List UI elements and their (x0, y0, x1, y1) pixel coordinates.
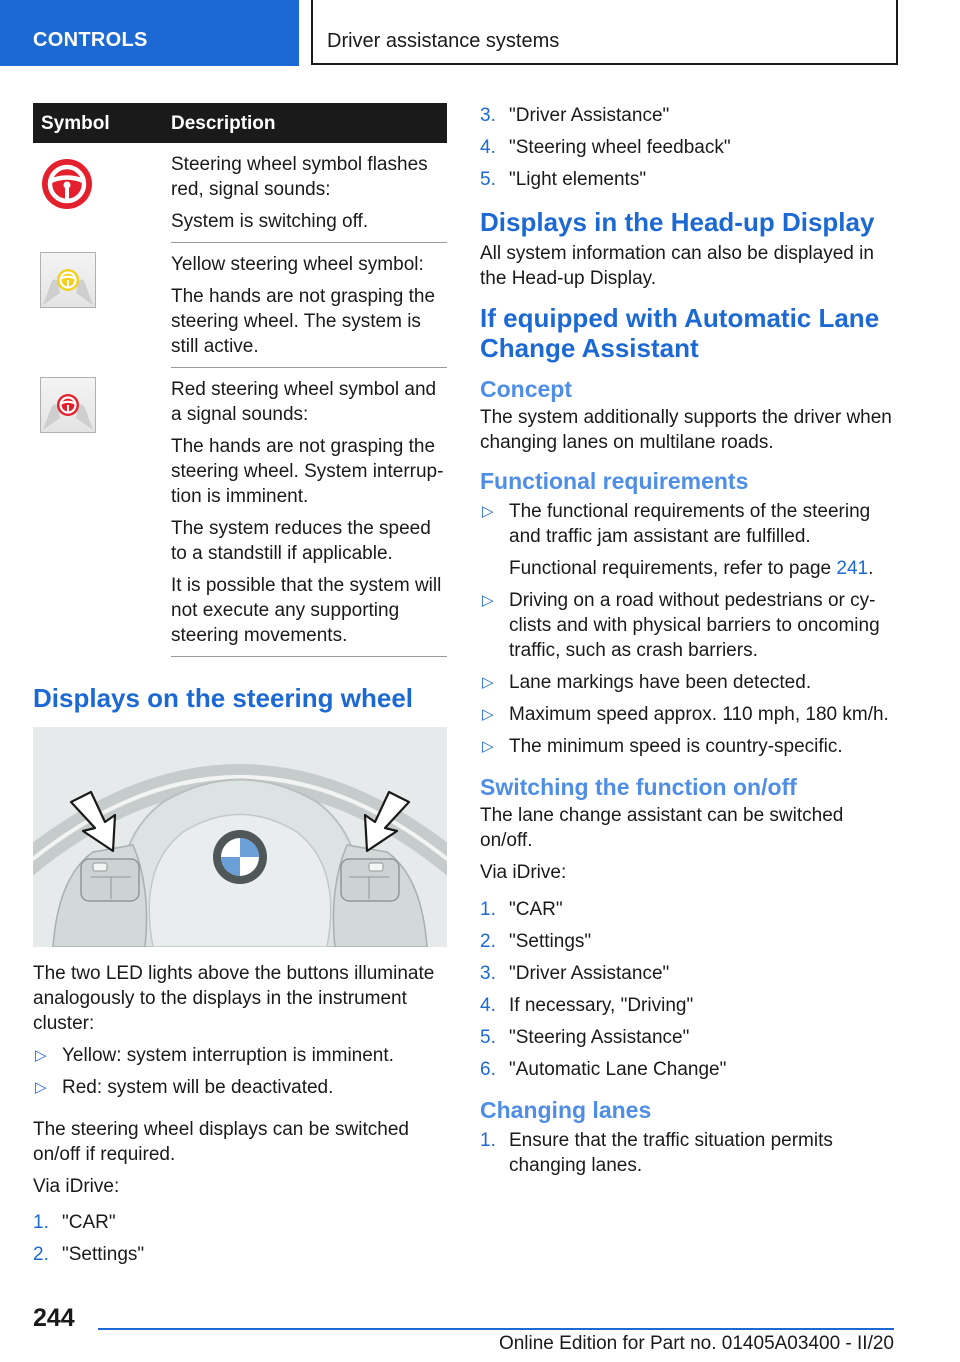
table-row-text: It is possible that the system will not execute any supporting steering movements. (171, 575, 442, 646)
table-row-text: The hands are not grasping the steering wheel. System interrup-tion is imminent. (171, 436, 444, 507)
heading-switching-function: Switching the function on/off (480, 774, 797, 800)
list-item: 1. "CAR" (480, 899, 563, 920)
section-title: CONTROLS (33, 29, 148, 51)
table-header-symbol: Symbol (33, 103, 171, 143)
page-link[interactable]: 241 (836, 558, 869, 579)
led-status-list (33, 1043, 447, 1100)
triangle-bullet-icon: ▷ (35, 1079, 47, 1096)
triangle-bullet-icon: ▷ (482, 674, 494, 691)
heading-concept: Concept (480, 376, 572, 402)
idrive-steps-continued (480, 103, 900, 192)
list-item: 4. If necessary, "Driving" (480, 995, 694, 1016)
triangle-bullet-icon: ▷ (482, 706, 494, 723)
steering-wheel-red-hands-icon (40, 377, 96, 433)
left-column (33, 103, 447, 1267)
table-row-text: Yellow steering wheel symbol: (171, 254, 424, 275)
chapter-title: Driver assistance systems (327, 30, 560, 52)
table-row (33, 368, 447, 657)
switch-note-text: The steering wheel displays can be switched on/off if required. (33, 1119, 409, 1165)
list-item: ▷ Maximum speed approx. 110 mph, 180 km/h. (482, 704, 889, 725)
symbol-table (33, 103, 447, 657)
section-tab (0, 0, 299, 66)
switch-text: The lane change assistant can be switched on/off. (480, 805, 844, 851)
changing-lanes-steps (480, 1128, 900, 1178)
triangle-bullet-icon: ▷ (482, 592, 494, 609)
triangle-bullet-icon: ▷ (35, 1047, 47, 1064)
list-item: ▷ Red: system will be deactivated. (35, 1077, 334, 1098)
heading-hud: Displays in the Head-up Display (480, 207, 875, 237)
table-row-text: The hands are not grasping the steering wheel. The system is still active. (171, 286, 436, 357)
list-item: 3. "Driver Assistance" (480, 105, 670, 126)
requirements-list (480, 499, 900, 759)
triangle-bullet-icon: ▷ (482, 503, 494, 520)
table-header-description: Description (171, 103, 447, 143)
concept-text: The system additionally supports the driver when changing lanes on multilane roads. (480, 407, 892, 453)
steering-wheel-yellow-hands-icon (40, 252, 96, 308)
right-column (480, 103, 900, 1178)
chapter-tab (311, 0, 898, 65)
table-row (33, 143, 447, 243)
heading-lane-change-assistant: If equipped with Automatic Lane Change Assistant (480, 303, 880, 363)
idrive-steps-list (33, 1210, 447, 1267)
list-item: 1. "CAR" (33, 1212, 116, 1233)
list-item: ▷ Driving on a road without pedestrians or cy-clists and with physical barriers to oncoming traffic, such as crash barriers. (482, 590, 880, 661)
list-item: ▷ The functional requirements of the steering and traffic jam assistant are fulfilled. Functional requirements, refer to page 241. (480, 499, 900, 581)
page-reference: Functional requirements, refer to page 241. (509, 558, 874, 579)
list-item: 6. "Automatic Lane Change" (480, 1059, 727, 1080)
list-item: 5. "Light elements" (480, 169, 647, 190)
list-item: ▷ Yellow: system interruption is imminent. (35, 1045, 394, 1066)
steering-wheel-illustration (33, 727, 447, 947)
list-item: 4. "Steering wheel feedback" (480, 137, 731, 158)
table-row-text: System is switching off. (171, 211, 369, 232)
switch-steps-list (480, 897, 900, 1082)
edition-text: Online Edition for Part no. 01405A03400 - II/20 (498, 1333, 894, 1354)
list-item: ▷ The minimum speed is country-specific. (482, 736, 843, 757)
table-row-text: Red steering wheel symbol and a signal sounds: (171, 379, 437, 425)
footer-divider (98, 1328, 894, 1330)
heading-changing-lanes: Changing lanes (480, 1097, 652, 1123)
list-item: 2. "Settings" (480, 931, 592, 952)
steering-wheel-red-icon (42, 159, 92, 209)
heading-functional-requirements: Functional requirements (480, 468, 749, 494)
via-idrive-label: Via iDrive: (33, 1176, 120, 1197)
list-item: 5. "Steering Assistance" (480, 1027, 690, 1048)
list-item: 2. "Settings" (33, 1244, 145, 1265)
heading-steering-wheel-displays: Displays on the steering wheel (33, 683, 413, 713)
page-number: 244 (33, 1304, 75, 1332)
list-item: 3. "Driver Assistance" (480, 963, 670, 984)
table-row-text: The system reduces the speed to a standstill if applicable. (171, 518, 431, 564)
table-row (33, 243, 447, 368)
led-intro-text: The two LED lights above the buttons illuminate analogously to the displays in the instrument cluster: (33, 963, 435, 1034)
via-idrive-label: Via iDrive: (480, 862, 567, 883)
triangle-bullet-icon: ▷ (482, 738, 494, 755)
list-item: 1. Ensure that the traffic situation permits changing lanes. (480, 1130, 833, 1176)
table-row-text: Steering wheel symbol flashes red, signal sounds: (171, 154, 428, 200)
hud-text: All system information can also be displayed in the Head-up Display. (480, 243, 874, 289)
list-item: ▷ Lane markings have been detected. (482, 672, 812, 693)
